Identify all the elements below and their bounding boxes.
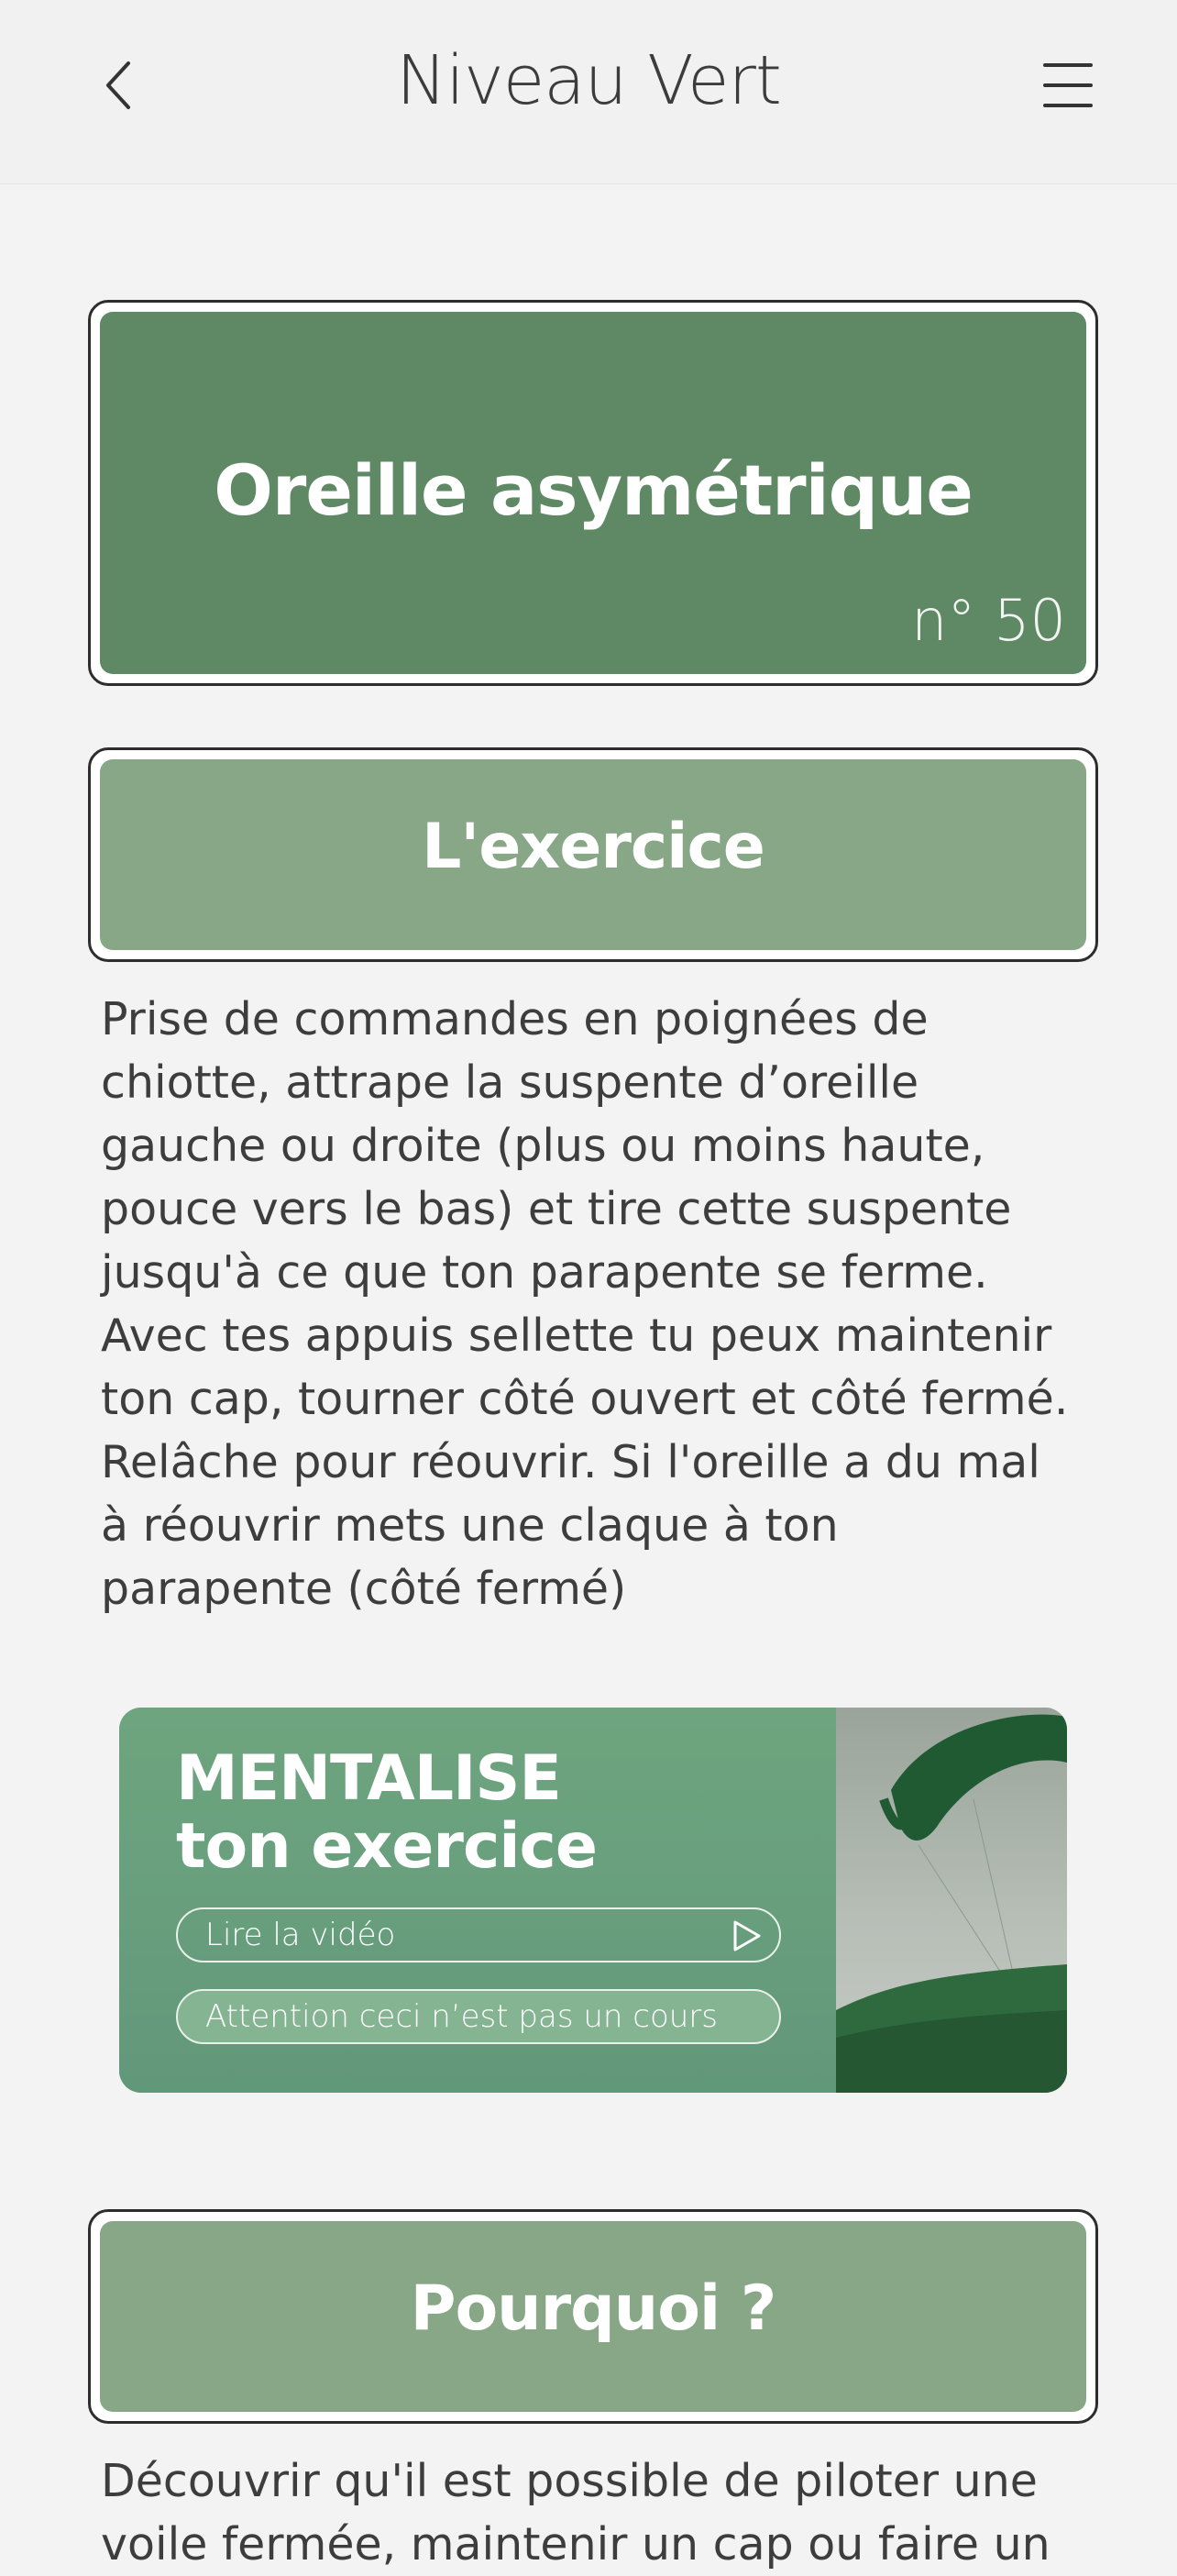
banner-subtitle: ton exercice [176,1810,597,1883]
section-header-pourquoi [88,2209,1098,2424]
top-bar [0,0,1177,184]
play-icon [730,1918,763,1962]
exercise-title-card [88,300,1098,686]
menu-button[interactable] [1036,55,1100,119]
section-heading: Pourquoi ? [410,2272,776,2345]
paraglider-photo [836,1708,1067,2093]
section-header-exercice [88,747,1098,962]
page-title: Niveau Vert [396,41,781,120]
pourquoi-description: Découvrir qu'il est possible de piloter une voile fermée, maintenir un cap ou faire un [101,2455,1050,2570]
disclaimer-pill [176,1989,781,2044]
disclaimer-label: Attention ceci n’est pas un cours [205,1998,718,2035]
play-video-button[interactable] [176,1907,781,1962]
section-heading: L'exercice [422,811,764,883]
play-video-label: Lire la vidéo [205,1917,396,1953]
exercise-number: n° 50 [911,587,1066,654]
banner-title: MENTALISE [176,1742,561,1815]
mentalise-video-banner[interactable] [119,1708,1067,2093]
hamburger-menu-icon [1043,61,1093,113]
exercise-title: Oreille asymétrique [214,449,973,531]
exercice-description: Prise de commandes en poignées de chiotte, attrape la suspente d’oreille gauche ou droite (plus ou moins haute, pouce vers le bas) et tire cette suspente jusqu'à ce que ton parapente se ferme. Avec tes appuis sellette tu peux maintenir ton cap, tourner côté ouvert et côté fermé. Relâche pour réouvrir. Si l'oreille a du mal à réouvrir mets une claque à ton parapente (côté fermé) [101,993,1069,1615]
banner-panel [119,1708,836,2093]
